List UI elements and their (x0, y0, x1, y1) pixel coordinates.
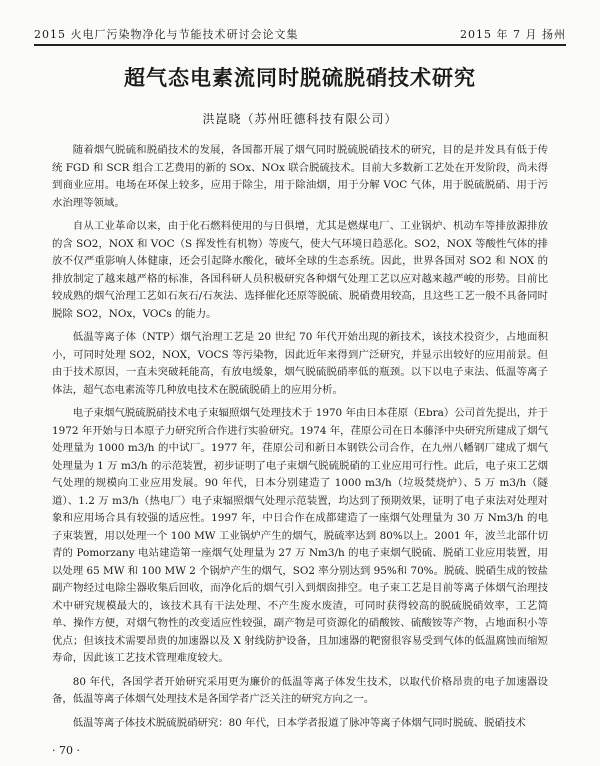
paragraph-intro: 随着烟气脱硫和脱硝技术的发展，各国都开展了烟气同时脱硫脱硝技术的研究，目的是并发具有低于传统 FGD 和 SCR 组合工艺费用的新的 SOx、NOx 联合脱硫技术。目前大多数新工艺处在开发阶段，尚未得到商业应用。电场在环保上较多，应用于除尘，用于除油烟，用于分解 VOC 气体，用于脱硫脱硝、用于污水治理等领域。 (52, 144, 548, 209)
paragraph-ntp: 低温等离子体（NTP）烟气治理工艺是 20 世纪 70 年代开始出现的新技术，该技术投资少，占地面积小，可同时处理 SO2，NOX，VOCS 等污染物，因此近年来得到广泛研究，并显示出较好的应用前景。但由于技术原因，一直未突破耗能高，有放电缓象，烟气脱硫脱硝率低的瓶颈。以下以电子束法、低温等离子体法，超气态电素流等几种放电技术在脱硫脱硝上的应用分析。 (52, 331, 548, 396)
paper-title: 超气态电素流同时脱硫脱硝技术研究 (124, 66, 476, 90)
header-date-location: 2015 年 7 月 扬州 (460, 28, 566, 41)
page-number: · 70 · (52, 744, 80, 757)
paragraph-background: 自从工业革命以来，由于化石燃料使用的与日俱增，尤其是燃煤电厂、工业锅炉、机动车等排放源排放的含 SO2，NOX 和 VOC（S 挥发性有机物）等废气，使大气环境日趋恶化。SO2，NOX 等酸性气体的排放不仅严重影响人体健康，还会引起降水酸化，破坏全球的生态系统。因此，世界各国对 SO2 和 NOX 的排放制定了越来越严格的标准，各国科研人员积极研究各种烟气处理工艺以应对越来越严峻的形势。目前比较成熟的烟气治理工艺如石灰石/石灰法、选择催化还原等脱硫、脱硝费用较高，且这些工艺一般不具备同时脱除 SO2，NOx，VOCs 的能力。 (52, 220, 548, 320)
header-proceedings-title: 2015 火电厂污染物净化与节能技术研讨会论文集 (34, 28, 299, 41)
paper-body (52, 142, 548, 732)
paragraph-low-temp-plasma: 低温等离子体技术脱硫脱硝研究：80 年代，日本学者报道了脉冲等离子体烟气同时脱硫、脱硝技术 (72, 716, 526, 729)
author-affiliation: 洪崑晓（苏州旺德科技有限公司） (202, 112, 398, 126)
paragraph-eighties: 80 年代，各国学者开始研究采用更为廉价的低温等离子体发生技术，以取代价格昂贵的电子加速器设备，低温等离子体烟气处理技术是各国学者广泛关注的研究方向之一。 (52, 675, 548, 705)
header-rule (34, 44, 566, 46)
paragraph-electron-beam: 电子束烟气脱硫脱硝技术电子束辐照烟气处理技术于 1970 年由日本荏原（Ebra）公司首先提出，并于 1972 年开始与日本原子力研究所合作进行实验研究。1974 年，荏原公司在日本藤泽中央研究所建成了烟气处理量为 1000 m3/h 的中试厂。1977 年，荏原公司和新日本钢铁公司合作，在九州八幡钢厂建成了烟气处理量为 1 万 m3/h 的示范装置，初步证明了电子束烟气脱硫脱硝的工业应用可行性。此后，电子束工艺烟气处理的规模向工业应用发展。90 年代，日本分别建造了 1000 m3/h（垃圾焚烧炉）、5 万 m3/h（隧道）、1.2 万 m3/h（热电厂）电子束辐照烟气处理示范装置，均达到了预期效果，证明了电子束法对处理对象和应用场合具有较强的适应性。1997 年，中日合作在成都建造了一座烟气处理量为 30 万 Nm3/h 的电子束装置，用以处理一个 100 MW 工业锅炉产生的烟气，脱硫率达到 80%以上。2001 年，波兰北部什切青的 Pomorzany 电站建造第一座烟气处理量为 27 万 Nm3/h 的电子束烟气脱硫、脱硝工业应用装置，用以处理 65 MW 和 100 MW 2 个锅炉产生的烟气，SO2 率分别达到 95%和 70%。脱硫、脱硝生成的铵盐副产物经过电除尘器收集后回收，而净化后的烟气引入到烟囱排空。电子束工艺是目前等离子体烟气治理技术中研究规模最大的，该技术具有干法处理、不产生废水废渣，可同时获得较高的脱硫脱硝效率，工艺简单、操作方便，对烟气物性的改变适应性较强，副产物是可资源化的硝酸铵、硫酸铵等产物，占地面积小等优点；但该技术需要昂贵的加速器以及 X 射线防护设备，且加速器的靶窗很容易受到气体的低温腐蚀而缩短寿命，因此该工艺技术管理难度较大。 (52, 407, 548, 664)
running-header (34, 24, 566, 42)
